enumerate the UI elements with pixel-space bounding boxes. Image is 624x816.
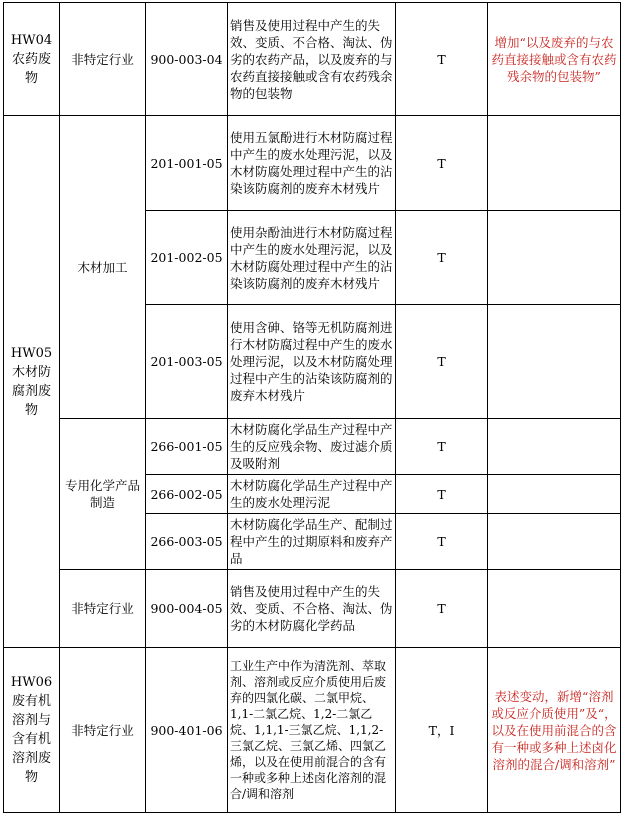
hazard-cell: T bbox=[396, 419, 488, 475]
description-cell: 木材防腐化学品生产过程中产生的反应残余物、废过滤介质及吸附剂 bbox=[228, 419, 396, 475]
description-cell: 使用含砷、铬等无机防腐剂进行木材防腐过程中产生的废水处理污泥，以及木材防腐处理过程中产生的沾染该防腐剂的废弃木材残片 bbox=[228, 305, 396, 419]
description-cell: 使用五氯酚进行木材防腐过程中产生的废水处理污泥，以及木材防腐处理过程中产生的沾染该防腐剂的废弃木材残片 bbox=[228, 116, 396, 211]
hazardous-waste-table bbox=[3, 2, 621, 813]
category-cell: HW04 农药废物 bbox=[4, 3, 60, 116]
hazard-cell: T bbox=[396, 116, 488, 211]
waste-code-cell: 201-003-05 bbox=[146, 305, 228, 419]
description-cell: 木材防腐化学品生产、配制过程中产生的过期原料和废弃产品 bbox=[228, 514, 396, 570]
category-cell: HW05 木材防腐剂废物 bbox=[4, 116, 60, 648]
table-row bbox=[4, 648, 621, 813]
change-note-cell bbox=[488, 419, 621, 475]
description-cell: 使用杂酚油进行木材防腐过程中产生的废水处理污泥，以及木材防腐处理过程中产生的沾染该防腐剂的废弃木材残片 bbox=[228, 211, 396, 305]
waste-code-cell: 201-001-05 bbox=[146, 116, 228, 211]
industry-cell: 木材加工 bbox=[60, 116, 146, 419]
waste-code-cell: 900-004-05 bbox=[146, 570, 228, 648]
table-row bbox=[4, 3, 621, 116]
change-note-cell: 增加“以及废弃的与农药直接接触或含有农药残余物的包装物” bbox=[488, 3, 621, 116]
waste-code-cell: 266-001-05 bbox=[146, 419, 228, 475]
industry-cell: 非特定行业 bbox=[60, 570, 146, 648]
change-note-cell bbox=[488, 305, 621, 419]
hazard-cell: T bbox=[396, 475, 488, 514]
waste-code-cell: 201-002-05 bbox=[146, 211, 228, 305]
change-note-cell bbox=[488, 570, 621, 648]
hazard-cell: T bbox=[396, 570, 488, 648]
change-note-cell bbox=[488, 211, 621, 305]
description-cell: 销售及使用过程中产生的失效、变质、不合格、淘汰、伪劣的木材防腐化学药品 bbox=[228, 570, 396, 648]
waste-code-cell: 266-002-05 bbox=[146, 475, 228, 514]
waste-code-cell: 266-003-05 bbox=[146, 514, 228, 570]
hazard-cell: T，I bbox=[396, 648, 488, 813]
waste-code-cell: 900-401-06 bbox=[146, 648, 228, 813]
industry-cell: 非特定行业 bbox=[60, 648, 146, 813]
hazard-cell: T bbox=[396, 305, 488, 419]
change-note-cell bbox=[488, 116, 621, 211]
hazard-cell: T bbox=[396, 211, 488, 305]
hazard-cell: T bbox=[396, 514, 488, 570]
change-note-cell bbox=[488, 475, 621, 514]
table-row bbox=[4, 570, 621, 648]
description-cell: 销售及使用过程中产生的失效、变质、不合格、淘汰、伪劣的农药产品，以及废弃的与农药直接接触或含有农药残余物的包装物 bbox=[228, 3, 396, 116]
change-note-cell: 表述变动，新增“溶剂或反应介质使用”及“，以及在使用前混合的含有一种或多种上述卤化溶剂的混合/调和溶剂” bbox=[488, 648, 621, 813]
hazard-cell: T bbox=[396, 3, 488, 116]
industry-cell: 专用化学产品制造 bbox=[60, 419, 146, 570]
table-row bbox=[4, 116, 621, 211]
industry-cell: 非特定行业 bbox=[60, 3, 146, 116]
description-cell: 木材防腐化学品生产过程中产生的废水处理污泥 bbox=[228, 475, 396, 514]
change-note-cell bbox=[488, 514, 621, 570]
category-cell: HW06 废有机溶剂与含有机溶剂废物 bbox=[4, 648, 60, 813]
description-cell: 工业生产中作为清洗剂、萃取剂、溶剂或反应介质使用后废弃的四氯化碳、二氯甲烷、1,1-二氯乙烷、1,2-二氯乙烷、1,1,1-三氯乙烷、1,1,2-三氯乙烷、三氯乙烯、四氯乙烯，以及在使用前混合的含有一种或多种上述卤化溶剂的混合/调和溶剂 bbox=[228, 648, 396, 813]
waste-code-cell: 900-003-04 bbox=[146, 3, 228, 116]
table-row bbox=[4, 419, 621, 475]
